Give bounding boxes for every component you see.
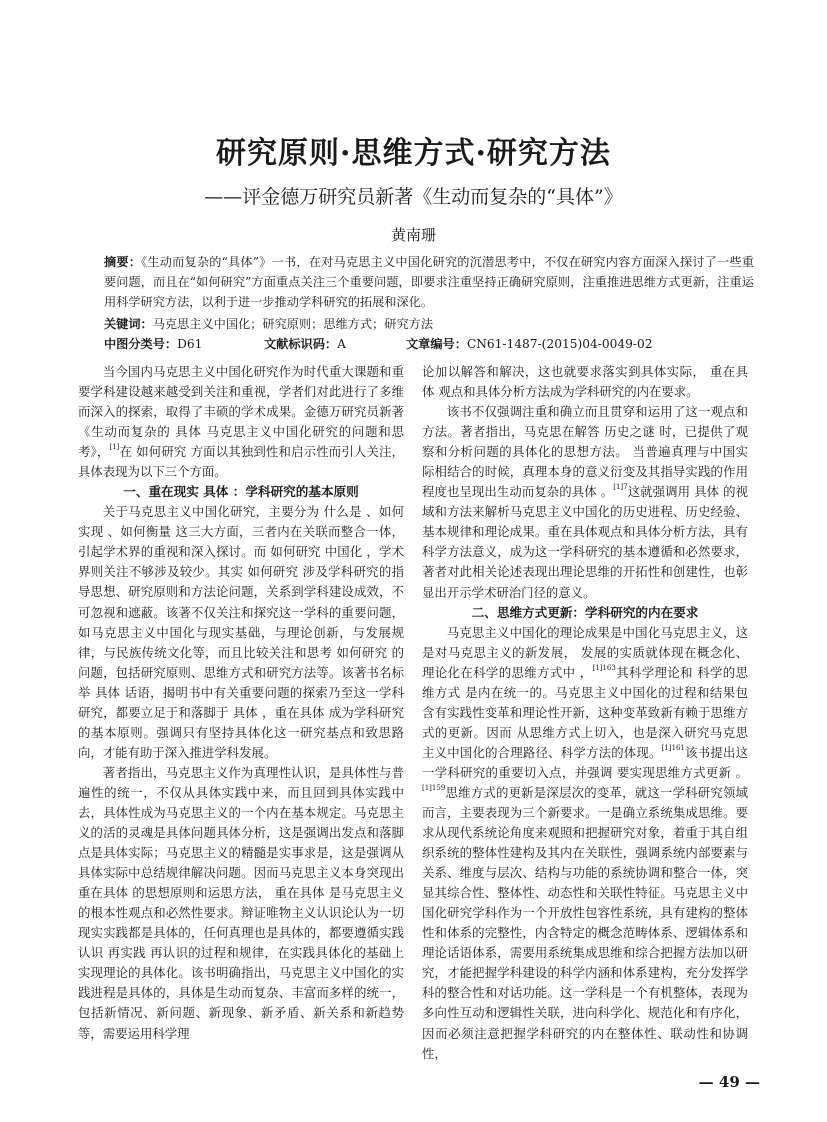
paragraph: 论加以解答和解决，这也就要求落实到具体实际， 重在具体 观点和具体分析方法成为学科研究的内在要求。 (422, 364, 748, 400)
section-heading-1: 一、重在现实 具体 ：学科研究的基本原则 (123, 484, 359, 500)
paragraph-text: 马克思主义中国化的理论成果是中国化马克思主义，这是对马克思主义的新发展， 发展的实质就体现在概念化、理论化在科学的思维方式中 ， (422, 624, 748, 680)
paragraph (78, 362, 404, 482)
clc-item (104, 334, 264, 354)
citation: [1]161 (661, 743, 685, 752)
citation: [1] (109, 443, 120, 452)
article-no-item (406, 334, 652, 354)
clc-label: 中图分类号： (104, 337, 178, 351)
paragraph-text: 在 如何研究 方面以其独到性和启示性而引人关注，具体表现为以下三个方面。 (78, 444, 404, 480)
citation: [1]163 (592, 663, 616, 672)
page-number: — 49 — (698, 1073, 760, 1091)
article-subtitle: ——评金德万研究员新著《生动而复杂的“具体”》 (204, 186, 623, 208)
paragraph-text: 当今国内马克思主义中国化研究作为时代重大课题和重要学科建设越来越受到关注和重视，学者们对此进行了多维而深入的探索，取得了丰硕的学术成果。金德万研究员新著《生动而复杂的 具体 马克思主义中国化研究的问题和思考》， (78, 364, 404, 460)
classification-meta (104, 334, 754, 354)
paragraph (422, 623, 748, 1064)
paragraph-text: 其科学理论和 科学的思维方式 是内在统一的。马克思主义中国化的过程和结果包含有实践性变革和理论性开新，这种变革致新有赖于思维方式的更新。因而 从思维方式上切入，也是深入研究马克思主义中国化的合理路径、科学方法的体现。 (422, 664, 748, 760)
paragraph: 关于马克思主义中国化研究，主要分为 什么是 、如何实现 、如何衡量 这三大方面，三者内在关联而整合一体，引起学术界的重视和深入探讨。而 如何研究 中国化 ，学术界则关注不够涉及较少。其实 如何研究 涉及学科研究的指导思想、研究原则和方法论问题，关系到学科建设成效，不可忽视和遮蔽。该著不仅关注和探究这一学科的重要问题，如马克思主义中国化与现实基础，与理论创新，与发展规律，与民族传统文化等，而且比较关注和思考 如何研究 的问题，包括研究原则、思维方式和研究方法等。该著书名标举 具体 话语，揭明书中有关重要问题的探索乃至这一学科研究，都要立足于和落脚于 具体 ，重在具体 成为学科研究的基本原则。强调只有坚持具体化这一研究基点和致思路向，才能有助于深入推进学科发展。 (78, 504, 404, 760)
citation: [1]159 (422, 783, 446, 792)
article-no-label: 文章编号： (406, 337, 467, 351)
doc-code-label: 文献标识码： (264, 337, 338, 351)
right-column (422, 362, 748, 1064)
author-name: 黄南珊 (390, 226, 436, 244)
article-no-value: CN61-1487-(2015)04-0049-02 (466, 337, 653, 351)
doc-code-item (264, 334, 406, 354)
keywords (104, 314, 754, 334)
section-heading-2: 二、思维方式更新：学科研究的内在要求 (471, 604, 699, 620)
doc-code-value: A (337, 337, 346, 351)
paragraph-text: 这就强调用 具体 的视域和方法来解析马克思主义中国化的历史进程、历史经验、基本规律和理论成果。重在具体观点和具体分析方法，具有科学方法意义，成为这一学科研究的基本遵循和必然要求，著者对此相关论述表现出理论思维的开拓性和创建性，也彰显出开示学术研治门径的意义。 (422, 484, 748, 600)
abstract-label: 摘要： (104, 255, 142, 269)
paragraph (422, 402, 748, 602)
paragraph-text: 思维方式的更新是深层次的变革，就这一学科研究领域而言，主要表现为三个新要求。一是确立系统集成思维。要求从现代系统论角度来观照和把握研究对象，着重于其自组织系统的整体性建构及其内在关联性，强调系统内部要素与关系、维度与层次、结构与功能的系统协调和整合一体，突显其综合性、整体性、动态性和关联性特征。马克思主义中国化研究学科作为一个开放性包容性系统，具有建构的整体性和体系的完整性，内含特定的概念范畴体系、逻辑体系和理论话语体系，需要用系统集成思维和综合把握方法加以研究，才能把握学科建设的科学内涵和体系建构，充分发挥学科的整合性和对话功能。这一学科是一个有机整体，表现为多向性互动和逻辑性关联，进向科学化、规范化和有序化，因而必须注意把握学科研究的内在整体性、联动性和协调性， (422, 784, 748, 1061)
paragraph-text: 该书提出这一学科研究的重要切入点，并强调 要实现思维方式更新 。 (422, 744, 749, 780)
abstract (104, 252, 754, 312)
keywords-label: 关键词： (104, 317, 153, 331)
clc-value: D61 (177, 337, 203, 351)
paragraph: 著者指出，马克思主义作为真理性认识，是具体性与普遍性的统一，不仅从具体实践中来，而且回到具体实践中去，具体性成为马克思主义的一个内在基本规定。马克思主义的活的灵魂是具体问题具体分析，这是强调出发点和落脚点是具体实际；马克思主义的精髓是实事求是，这是强调从具体实际中总结规律解决问题。因而马克思主义本身突现出 重在具体 的思想原则和运思方法， 重在具体 是马克思主义的根本性观点和必然性要求。辩证唯物主义认识论认为一切现实实践都是具体的，任何真理也是具体的，都要遵循实践 认识 再实践 再认识的过程和规律，在实践具体化的基础上实现理论的具体化。该书明确指出，马克思主义中国化的实践进程是具体的，具体是生动而复杂、丰富而多样的统一，包括新情况、新问题、新现象、新矛盾、新关系和新趋势等，需要运用科学理 (78, 764, 404, 1041)
paragraph-text: 该书不仅强调注重和确立而且贯穿和运用了这一观点和方法。著者指出，马克思在解答 历史之谜 时，已提供了观察和分析问题的具体化的思想方法。 当普遍真理与中国实际相结合的时候，真理本身的意义衍变及其指导实践的作用程度也呈现出生动而复杂的具体 。 (422, 404, 748, 500)
keywords-text: 马克思主义中国化；研究原则；思维方式；研究方法 (152, 317, 434, 331)
abstract-text: 《生动而复杂的“具体”》一书，在对马克思主义中国化研究的沉潜思考中，不仅在研究内容方面深入探讨了一些重要问题，而且在“如何研究”方面重点关注三个重要问题，即要求注重坚持正确研究原则，注重推进思维方式更新，注重运用科学研究方法，以利于进一步推动学科研究的拓展和深化。 (104, 255, 754, 309)
citation: [1]7 (613, 483, 628, 492)
left-column (78, 362, 404, 1044)
article-title: 研究原则·思维方式·研究方法 (216, 136, 611, 171)
